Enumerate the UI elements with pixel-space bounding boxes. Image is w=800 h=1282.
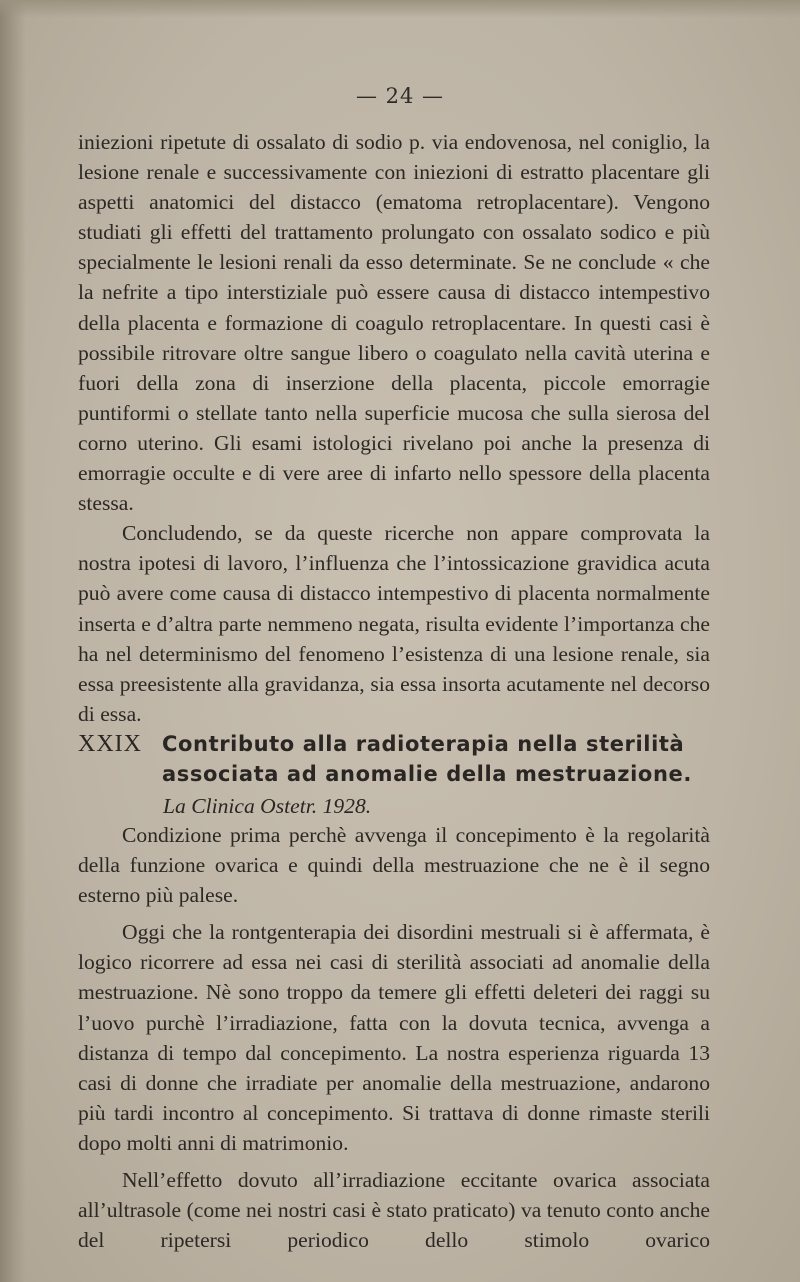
paragraph: Nell’effetto dovuto all’irradiazione eccitante ovarica associata all’ultrasole (come nei nostri casi è stato praticato) va tenuto conto anche del ripetersi periodico dello stimolo ovarico	[78, 1168, 710, 1253]
page-number: — 24 —	[355, 84, 445, 108]
text-block-bottom	[78, 820, 710, 1255]
text-block-top	[78, 127, 710, 729]
paragraph: iniezioni ripetute di ossalato di sodio p. via endovenosa, nel coniglio, la lesione renale e successivamente con iniezioni di estratto placentare gli aspetti anatomici del distacco (ematoma retroplacentare). Vengono studiati gli effetti del trattamento prolungato con ossalato sodico e più specialmente le lesioni renali da esso determinate. Se ne conclude « che la nefrite a tipo interstiziale può essere causa di distacco intempestivo della placenta e formazione di coagulo retroplacentare. In questi casi è possibile ritrovare oltre sangue libero o coagulato nella cavità uterina e fuori della zona di inserzione della placenta, piccole emorragie puntiformi o stellate tanto nella superficie mucosa che sulla sierosa del corno uterino. Gli esami istologici rivelano poi anche la presenza di emorragie occulte e di vere aree di infarto nello spessore della placenta stessa.	[78, 130, 710, 516]
section-title: Contributo alla radioterapia nella sterilità associata ad anomalie della mestruazione.	[162, 732, 692, 786]
page-top-shadow	[0, 0, 800, 18]
paragraph: Oggi che la rontgenterapia dei disordini mestruali si è affermata, è logico ricorrere ad essa nei casi di sterilità associati ad anomalie della mestruazione. Nè sono troppo da temere gli effetti deleteri dei raggi su l’uovo purchè l’irradiazione, fatta con la dovuta tecnica, avvenga a distanza di tempo dal concepimento. La nostra esperienza riguarda 13 casi di donne che irradiate per anomalie della mestruazione, andarono più tardi incontro al concepimento. Si trattava di donne rimaste sterili dopo molti anni di matrimonio.	[78, 920, 710, 1155]
section-number: XXIX	[78, 731, 142, 757]
page-edge-shadow	[0, 0, 26, 1282]
paragraph: Condizione prima perchè avvenga il concepimento è la regolarità della funzione ovarica e quindi della mestruazione che ne è il segno esterno più palese.	[78, 823, 710, 908]
paragraph: Concludendo, se da queste ricerche non appare comprovata la nostra ipotesi di lavoro, l’influenza che l’intossicazione gravidica acuta può avere come causa di distacco intempestivo di placenta normalmente inserta e d’altra parte nemmeno negata, risulta evidente l’importanza che ha nel determinismo del fenomeno l’esistenza di una lesione renale, sia essa preesistente alla gravidanza, sia essa insorta acutamente nel decorso di essa.	[78, 521, 710, 726]
section-heading	[78, 729, 718, 821]
section-source: La Clinica Ostetr. 1928.	[163, 794, 372, 818]
